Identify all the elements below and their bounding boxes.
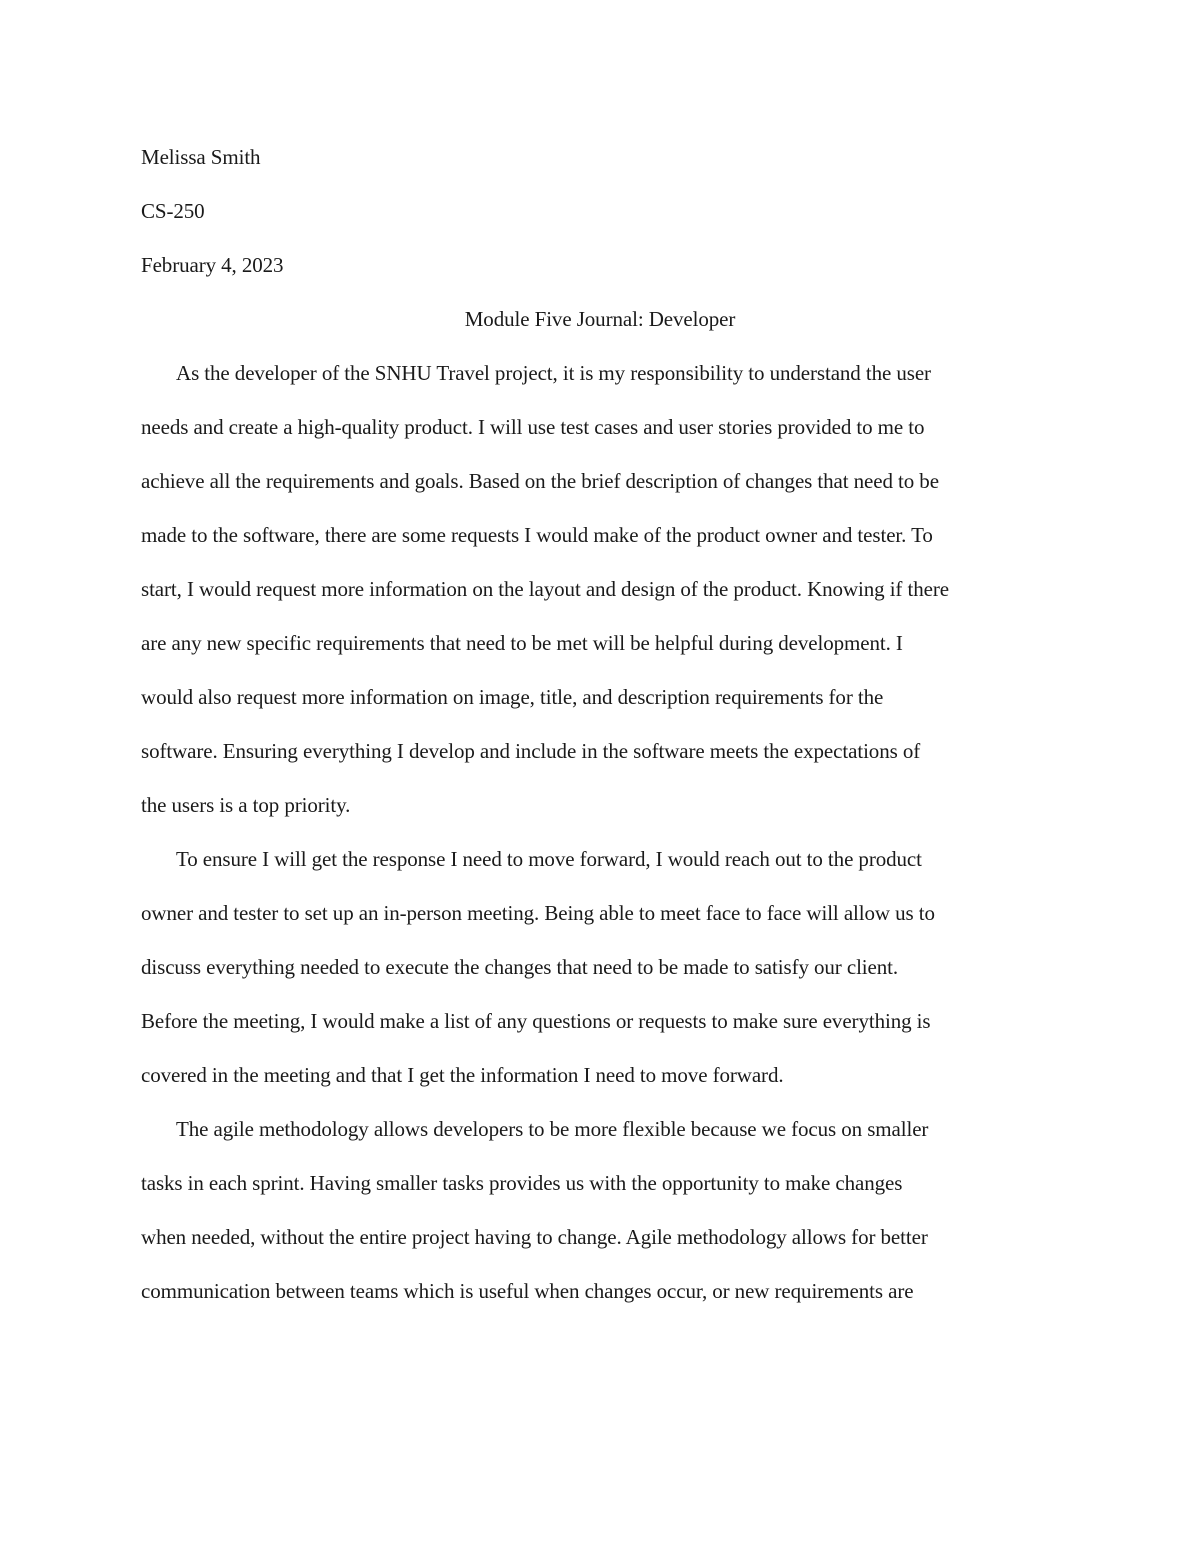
paragraph-1-line-7: would also request more information on image, title, and description requirements for the bbox=[141, 685, 884, 709]
paragraph-3-line-4: communication between teams which is useful when changes occur, or new requirements are bbox=[141, 1279, 914, 1303]
paragraph-2-line-3: discuss everything needed to execute the changes that need to be made to satisfy our client. bbox=[141, 955, 899, 979]
paragraph-3-line-1: The agile methodology allows developers to be more flexible because we focus on smaller bbox=[176, 1117, 929, 1141]
paragraph-1-line-5: start, I would request more information on the layout and design of the product. Knowing if there bbox=[141, 577, 949, 601]
paragraph-2-line-5: covered in the meeting and that I get the information I need to move forward. bbox=[141, 1063, 784, 1087]
paragraph-1-line-2: needs and create a high-quality product. I will use test cases and user stories provided to me to bbox=[141, 415, 925, 439]
author-name: Melissa Smith bbox=[141, 145, 261, 169]
document-date: February 4, 2023 bbox=[141, 253, 284, 277]
paragraph-3-line-2: tasks in each sprint. Having smaller tasks provides us with the opportunity to make changes bbox=[141, 1171, 903, 1195]
paragraph-3-line-3: when needed, without the entire project having to change. Agile methodology allows for better bbox=[141, 1225, 928, 1249]
paragraph-1-line-3: achieve all the requirements and goals. Based on the brief description of changes that need to be bbox=[141, 469, 939, 493]
paragraph-1-line-6: are any new specific requirements that need to be met will be helpful during development. I bbox=[141, 631, 903, 655]
paragraph-2-line-1: To ensure I will get the response I need to move forward, I would reach out to the product bbox=[176, 847, 922, 871]
paragraph-1-line-1: As the developer of the SNHU Travel project, it is my responsibility to understand the user bbox=[176, 361, 931, 385]
paragraph-2-line-4: Before the meeting, I would make a list of any questions or requests to make sure everything is bbox=[141, 1009, 931, 1033]
paragraph-1-line-9: the users is a top priority. bbox=[141, 793, 351, 817]
paragraph-1-line-8: software. Ensuring everything I develop and include in the software meets the expectations of bbox=[141, 739, 921, 763]
paragraph-1-line-4: made to the software, there are some requests I would make of the product owner and tester. To bbox=[141, 523, 933, 547]
course-code: CS-250 bbox=[141, 199, 205, 223]
document-title: Module Five Journal: Developer bbox=[464, 307, 736, 331]
paragraph-2-line-2: owner and tester to set up an in-person meeting. Being able to meet face to face will allow us to bbox=[141, 901, 935, 925]
